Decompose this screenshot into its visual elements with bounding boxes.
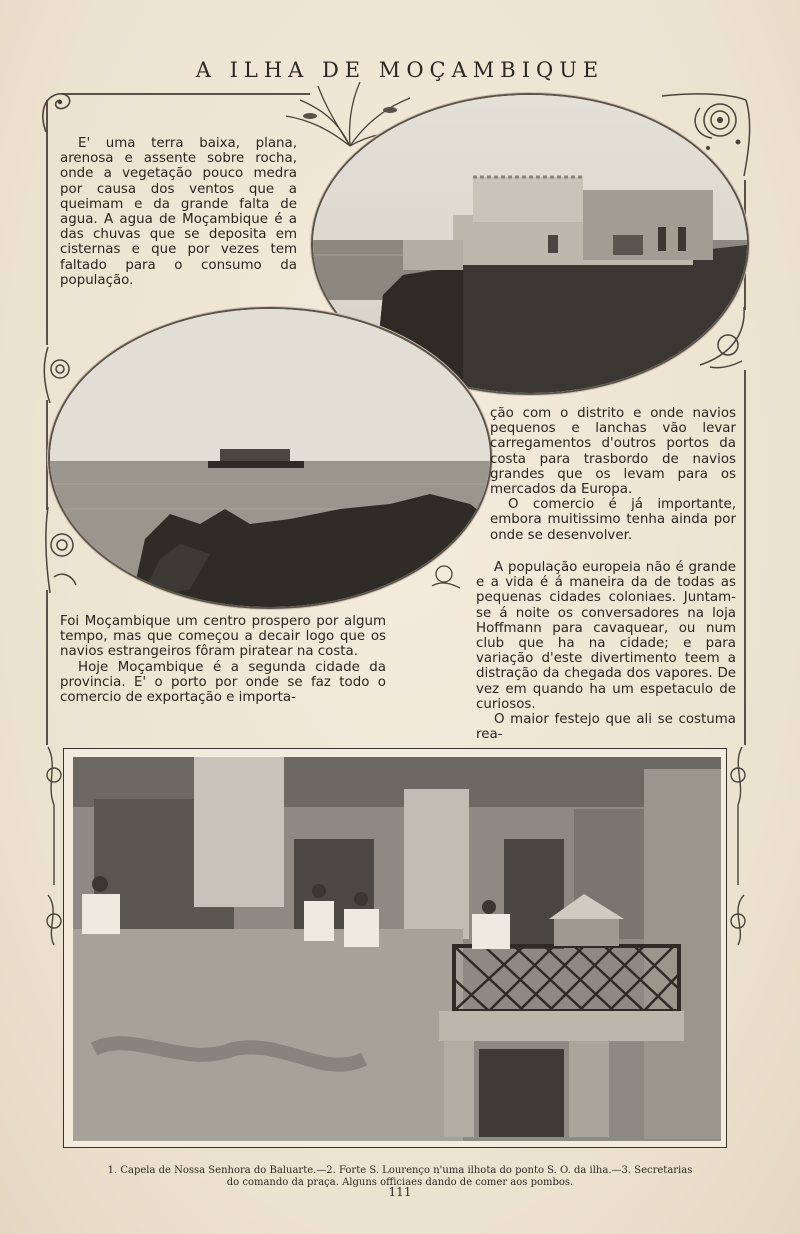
photo-secretarias-comando xyxy=(63,748,727,1148)
left-column-paragraph-1: Foi Moçambique um centro prospero por algum tempo, mas que começou a decair logo que os navios estrangeiros fôram piratear na costa. xyxy=(60,614,386,660)
right-column-paragraph-2: O comercio é já importante, embora muitissimo tenha ainda por onde se desenvolver. xyxy=(490,497,736,543)
frame-line-right-mid xyxy=(744,370,746,745)
article-intro-paragraph xyxy=(60,136,297,288)
frame-line-top xyxy=(62,93,310,95)
page-number: 111 xyxy=(388,1185,412,1199)
photo-forte-s-lourenco xyxy=(48,307,492,609)
left-column-lower xyxy=(60,614,386,705)
intro-text: E' uma terra baixa, plana, arenosa e assente sobre rocha, onde a vegetação pouco medra por causa dos ventos que a queimam e da grande falta de agua. A agua de Moçambique é a das chuvas que se deposita em cisternas e que por vezes tem faltado para o consumo da população. xyxy=(60,136,297,288)
fort-photo-illustration xyxy=(50,309,490,607)
frame-line-left-upper xyxy=(46,100,48,345)
corner-swirl-ornament xyxy=(38,86,78,136)
right-column-lower xyxy=(476,560,736,742)
caption-line-2: do comando da praça. Alguns officiaes dando de comer aos pombos. xyxy=(226,1176,574,1188)
left-column-paragraph-2: Hoje Moçambique é a segunda cidade da provincia. E' o porto por onde se faz todo o comercio de exportação e importa- xyxy=(60,659,386,706)
page-title: A ILHA DE MOÇAMBIQUE xyxy=(195,58,605,83)
right-column-paragraph-1: ção com o distrito e onde navios pequenos e lanchas vão levar carregamentos d'outros portos da costa para trasbordo de navios grandes que os levam para os mercados da Europa. xyxy=(490,406,736,498)
right-column-upper xyxy=(490,406,736,543)
small-swirl-ornament xyxy=(428,560,464,590)
right-column-paragraph-4: O maior festejo que ali se costuma rea- xyxy=(476,712,736,743)
frame-line-left-lower xyxy=(46,590,48,745)
caption-line-1: 1. Capela de Nossa Senhora do Baluarte.—2. Forte S. Lourenço n'uma ilhota do ponto S. O. da ilha.—3. Secretarias xyxy=(107,1165,693,1176)
right-column-paragraph-3: A população europeia não é grande e a vida é á maneira da de todas as pequenas cidades coloniaes. Juntam-se á noite os conversadores na loja Hoffmann para cavaquear, ou num club que ha na cidade; e para variação d'este divertimento teem a distração da chegada dos vapores. De vez em quando ha um espetaculo de curiosos. xyxy=(476,560,736,712)
secretarias-photo-illustration xyxy=(64,749,726,1147)
